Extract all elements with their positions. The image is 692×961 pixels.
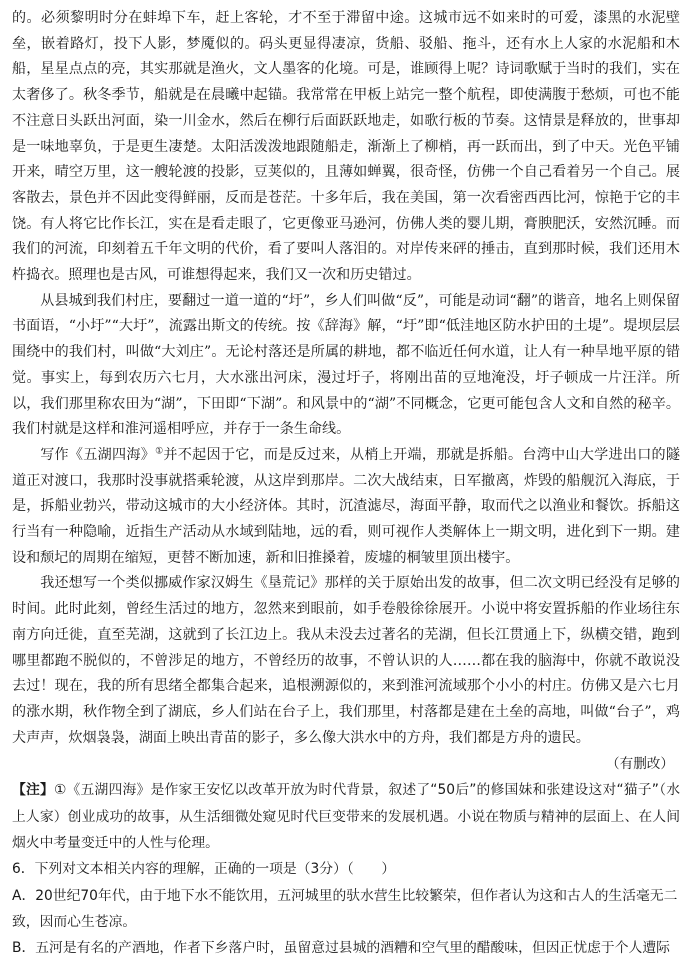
option-a: A．20世纪70年代，由于地下水不能饮用，五河城里的驮水营生比较繁荣，但作者认为这和古人的生活毫无二 <box>12 887 678 904</box>
passage-paragraph-1: 的。必须黎明时分在蚌埠下车，赶上客轮，才不至于滞留中途。这城市远不如来时的可爱，漆黑的水泥壁垒，嵌着路灯，投下人影，梦魇似的。码头更显得凄凉，货船、驳船、拖斗，还有水上人家的水泥船和木船，星星点点的亮，其实那就是渔火，文人墨客的化境。可是，谁顾得上呢？诗词歌赋于当时的我们，实在太奢侈了。秋冬季节，船就是在晨曦中起锚。我常常在甲板上站完一整个航程，即使满腹于愁烦，可也不能不注意日头跃出河面，染一川金水，然后在柳行后面跃跃地走，如歌行板的节奏。这情景是释放的，世事却是一味地辜负，于是更生凄楚。太阳活泼泼地跟随船走，渐渐上了柳梢，再一跃而出，到了中天。光色平铺开来，晴空万里，这一艘轮渡的投影，豆荚似的，且薄如蝉翼，很奇怪，仿佛一个自己看着另一个自己。展客散去，景色并不因此变得鲜丽，反而是苍茫。十多年后，我在美国，第一次看密西西比河，惊艳于它的丰饶。有人将它比作长江，实在是看走眼了，它更像亚马逊河，仿佛人类的婴儿期，膏腴肥沃，安然沉睡。而我们的河流，印刻着五千年文明的代价，看了要叫人落泪的。对岸传来砰的捶击，直到那时候，我们还用木杵捣衣。照理也是古风，可谁想得起来，我们又一次和历史错过。 <box>12 10 680 284</box>
paragraph-3-body: 并不起因于它，而是反过来，从梢上开端，那就是拆船。台湾中山大学进出口的隧道正对渡口，我那时没事就搭乘轮渡，从这岸到那岸。二次大战结束，日军撤离，炸毁的船舰沉入海底，于是，拆船业勃兴，带动这城市的大小经济体。其时，沉渣滤尽，海面平静，取而代之以渔业和餐饮。拆船这行当有一种隐喻，近指生产活动从水域到陆地，远的看，则可视作人类解体上一期文明，进化到下一期。建设和颓圮的周期在缩短，更替不断加速，新和旧推搡着，废墟的桐皱里顶出楼宇。 <box>12 446 681 566</box>
annotation <box>12 777 680 856</box>
footnote-marker: ① <box>155 446 164 457</box>
option-b: B．五河是有名的产酒地，作者下乡落户时，虽留意过县城的酒糟和空气里的醋酸味，但因正忧虑于个人遭际 <box>12 940 670 957</box>
annotation-tag: 【注】 <box>12 782 54 799</box>
abridged-note: （有删改） <box>606 756 674 773</box>
annotation-text: ①《五湖四海》是作家王安忆以改革开放为时代背景，叙述了“50后”的修国妹和张建设这对“猫子”（水上人家）创业成功的故事，从生活细微处窥见时代巨变带来的发展机遇。小说在物质与精神的层面上、在人间烟火中考量变迁中的人性与伦理。 <box>12 782 680 851</box>
option-a-continued: 致，因而心生苍凉。 <box>12 913 137 930</box>
passage-paragraph-2: 从县城到我们村庄，要翻过一道一道的“圩”，乡人们叫做“反”，可能是动词“翻”的谐音，地名上则保留书面语，“小圩”“大圩”，流露出斯文的传统。按《辞海》解，“圩”即“低洼地区防水护田的土堤”。堤坝层层围绕中的我们村，叫做“大刘庄”。无论村落还是所属的耕地，都不临近任何水道，让人有一种旱地平原的错觉。事实上，每到农历六七月，大水涨出河床，漫过圩子，将刚出苗的豆地淹没，圩子顿成一片汪洋。所以，我们那里称农田为“湖”，下田即“下湖”。和风景中的“湖”不同概念，它更可能包含人文和自然的秘辛。我们村就是这样和淮河遥相呼应，并存于一条生命线。 <box>12 292 680 438</box>
passage-paragraph-3 <box>12 443 680 572</box>
passage-paragraph-4: 我还想写一个类似挪威作家汉姆生《垦荒记》那样的关于原始出发的故事，但二次文明已经没有足够的时间。此时此刻，曾经生活过的地方，忽然来到眼前，如手卷般徐徐展开。小说中将安置拆船的作业场往东南方向迁徙，直至芜湖，这就到了长江边上。我从未没去过著名的芜湖，但长江贯通上下，纵横交错，跑到哪里都跑不脱似的，不曾涉足的地方，不曾经历的故事，不曾认识的人……都在我的脑海中，你就不敢说没去过！现在，我的所有思绪全都集合起来，追根溯源似的，来到淮河流域那个小小的村庄。仿佛又是六七月的涨水期，秋作物全到了湖底，乡人们站在台子上，我们那里，村落都是建在土垒的高地，叫做“台子”，鸡犬声声，炊烟袅袅，湖面上映出青苗的影子，多么像大洪水中的方舟，我们都是方舟的遗民。 <box>12 575 680 746</box>
paragraph-3-opening: 写作《五湖四海》 <box>40 446 156 463</box>
question-6-stem: 6．下列对文本相关内容的理解，正确的一项是（3分）（ ） <box>12 861 396 878</box>
